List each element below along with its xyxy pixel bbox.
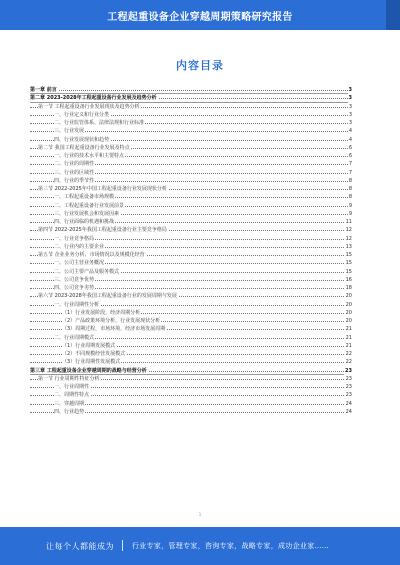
toc-entry[interactable]	[30, 292, 352, 300]
toc-entry-text: 第一节 工程起重设备行业发展现状及趋势分析	[38, 103, 140, 110]
toc-entry-page: 23	[345, 392, 352, 399]
toc-entry-text: 二、行业内的主要企业	[54, 243, 105, 250]
toc-entry[interactable]	[30, 251, 352, 259]
toc-entry-page: 8	[348, 194, 352, 201]
toc-entry-text: （2）不同规模经营发展模式	[62, 351, 126, 357]
toc-entry[interactable]	[30, 268, 352, 276]
toc-entry-page: 24	[345, 400, 352, 407]
toc-entry-page: 15	[345, 252, 352, 258]
toc-entry[interactable]	[30, 325, 352, 333]
toc-entry[interactable]	[30, 185, 352, 193]
toc-entry[interactable]	[30, 86, 352, 94]
toc-entry-page: 11	[345, 219, 352, 225]
toc-entry-page: 3	[348, 87, 352, 93]
footer-slogan-left: 让每个人都能成为	[46, 542, 114, 551]
toc-entry[interactable]	[30, 160, 352, 168]
toc-entry-page: 20	[345, 309, 352, 316]
toc-entry-page: 9	[348, 210, 352, 217]
toc-entry-text: 四、行业发展现状和趋势	[54, 136, 110, 143]
toc-entry-page: 3	[348, 95, 352, 102]
toc-entry-page: 9	[348, 202, 352, 209]
toc-entry-page: 15	[345, 260, 352, 267]
toc-entry-page: 22	[345, 359, 352, 366]
toc-entry-page: 23	[345, 384, 352, 390]
toc-entry-text: 一、公司主营业务概况	[54, 260, 105, 267]
toc-entry[interactable]	[30, 111, 352, 119]
toc-entry[interactable]	[30, 301, 352, 309]
toc-entry-page: 7	[348, 169, 352, 176]
toc-entry-text: 一、行业竞争格局	[54, 235, 95, 242]
toc-entry-page: 8	[348, 177, 352, 184]
toc-entry-text: 四、行业的季节性	[54, 177, 95, 184]
toc-entry[interactable]	[30, 94, 352, 102]
toc-entry[interactable]	[30, 152, 352, 160]
toc-entry-text: 第二章 2023-2028年工程起重设备行业发展及趋势分析	[30, 95, 157, 102]
toc-entry-text: 三、公司竞争优势	[54, 276, 95, 283]
toc-entry-page: 21	[345, 334, 352, 341]
toc-entry-text: 第三节 2022-2025年中国工程起重设备行业发展现状分析	[38, 186, 167, 192]
toc-entry[interactable]	[30, 309, 352, 317]
toc-entry-text: （2）产品政策环境分析，行业发展现状分析	[62, 318, 161, 324]
dot-leader	[30, 90, 352, 91]
toc-entry[interactable]	[30, 342, 352, 350]
toc-entry[interactable]	[30, 358, 352, 366]
toc-entry-text: 一、行业的技术水平和主要特点	[54, 153, 125, 159]
toc-entry-text: 二、周期性特点	[54, 392, 90, 399]
document-title: 工程起重设备企业穿越周期策略研究报告	[107, 12, 293, 23]
toc-entry-text: （3）周期过程，市场环境，经济市场发展周期	[62, 326, 166, 333]
toc-entry[interactable]	[30, 127, 352, 135]
toc-entry[interactable]	[30, 202, 352, 210]
toc-entry[interactable]	[30, 400, 352, 408]
toc-entry-text: （1）行业发展阶段，经济周期分析	[62, 309, 141, 316]
toc-entry-text: 第一章 前言	[30, 87, 57, 93]
toc-entry-page: 18	[345, 285, 352, 291]
toc-entry-page: 21	[345, 342, 352, 349]
toc-entry[interactable]	[30, 317, 352, 325]
toc-entry-text: 一、行业周期性分析	[54, 301, 100, 308]
toc-entry-page: 20	[345, 293, 352, 300]
toc-entry-page: 13	[345, 243, 352, 250]
toc-entry[interactable]	[30, 235, 352, 243]
toc-entry-text: （1）行业周期发展模式	[62, 342, 116, 349]
toc-entry-text: 三、行业发展	[54, 128, 85, 135]
toc-entry-text: 一、行业周期性	[54, 384, 90, 390]
toc-entry-text: 四、公司竞争劣势	[54, 285, 95, 291]
toc-entry[interactable]	[30, 177, 352, 185]
toc-entry[interactable]	[30, 284, 352, 292]
toc-entry-page: 24	[345, 408, 352, 415]
toc-entry-page: 7	[348, 161, 352, 168]
toc-entry-page: 8	[348, 186, 352, 192]
toc-entry[interactable]	[30, 391, 352, 399]
toc-entry-text: 第五节 企业业务分析、市场情况以及规模化经营	[38, 252, 145, 258]
toc-entry-text: 二、工程起重设备行业发展前景	[54, 202, 125, 209]
toc-entry-text: 三、穿越周期	[54, 400, 85, 407]
toc-entry-page: 15	[345, 268, 352, 275]
toc-entry-page: 3	[348, 103, 352, 110]
toc-entry-page: 6	[348, 153, 352, 159]
toc-entry[interactable]	[30, 144, 352, 152]
toc-entry[interactable]	[30, 243, 352, 251]
toc-entry-page: 4	[348, 128, 352, 135]
toc-entry[interactable]	[30, 375, 352, 383]
toc-entry-page: 21	[345, 326, 352, 333]
toc-entry[interactable]	[30, 193, 352, 201]
toc-entry-text: 第二节 我国工程起重设备行业发展及特点	[38, 144, 130, 151]
toc-entry-text: 三、行业的区域性	[54, 169, 95, 176]
toc-entry[interactable]	[30, 259, 352, 267]
toc-entry[interactable]	[30, 334, 352, 342]
toc-entry-page: 12	[345, 227, 352, 234]
toc-entry[interactable]	[30, 226, 352, 234]
toc-entry-text: 四、行业趋势	[54, 408, 85, 415]
toc-entry-text: 二、行业监管体系、法律法规和行业标准	[54, 120, 145, 126]
toc-entry[interactable]	[30, 218, 352, 226]
toc-entry[interactable]	[30, 383, 352, 391]
toc-entry-text: 三、行业发展机会和发展因素	[54, 210, 120, 217]
toc-entry-page: 23	[345, 375, 352, 382]
toc-entry[interactable]	[30, 210, 352, 218]
toc-entry-text: 一、工程起重设备市场规模	[54, 194, 115, 201]
toc-entry-page: 20	[345, 301, 352, 308]
toc-entry-page: 3	[348, 111, 352, 118]
toc-entry[interactable]	[30, 119, 352, 127]
toc-entry-text: 第一节 行业周期性特征分析	[38, 375, 100, 382]
toc-entry[interactable]	[30, 276, 352, 284]
toc-entry-text: 二、公司主要产品及服务模式	[54, 268, 120, 275]
toc-entry-text: （3）行业周期性发展模式	[62, 359, 121, 366]
toc-entry-page: 6	[348, 144, 352, 151]
toc-entry-text: 四、行业面临的机遇和挑战	[54, 219, 115, 225]
toc-entry-page: 20	[345, 318, 352, 324]
toc-entry-text: 第六节 2023-2028年我国工程起重设备行业的发展周期与发展	[38, 293, 177, 300]
toc-heading: 内容目录	[176, 59, 224, 72]
toc-entry-text: 二、行业的周期性	[54, 161, 95, 168]
footer-slogan-right: 行业专家，管理专家，咨询专家，战略专家，成功企业家……	[132, 542, 330, 550]
toc-entry-text: 第四节 2022-2025年我国工程起重设备行业主要竞争格局	[38, 227, 167, 234]
toc-entry[interactable]	[30, 367, 352, 375]
toc-entry-text: 一、行业定义和行业分类	[54, 111, 110, 118]
toc-entry-page: 3	[348, 120, 352, 126]
toc-entry[interactable]	[30, 350, 352, 358]
page-number: 1	[198, 512, 202, 517]
toc-entry[interactable]	[30, 103, 352, 111]
toc-entry[interactable]	[30, 408, 352, 416]
toc-entry-page: 16	[345, 276, 352, 283]
toc-entry-text: 第三章 工程起重设备企业穿越周期的战略与经营分析	[30, 367, 147, 374]
toc-entry[interactable]	[30, 136, 352, 144]
toc-entry-page: 22	[345, 351, 352, 357]
toc-entry-text: 二、行业周期模式	[54, 334, 95, 341]
toc-entry-page: 4	[348, 136, 352, 143]
toc-entry-page: 12	[345, 235, 352, 242]
footer-banner	[0, 527, 400, 565]
footer-separator	[122, 540, 123, 551]
toc-entry-page: 23	[345, 367, 352, 374]
table-of-contents	[30, 86, 352, 416]
toc-entry[interactable]	[30, 169, 352, 177]
